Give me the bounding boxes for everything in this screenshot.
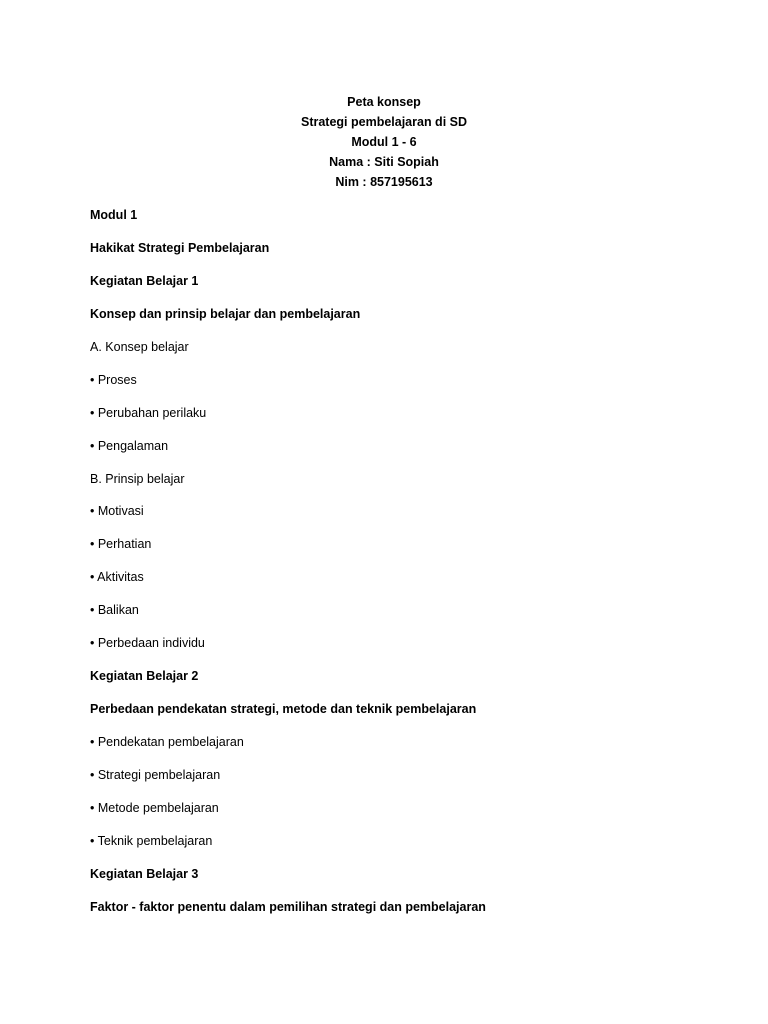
activity-heading: Kegiatan Belajar 2 (90, 669, 199, 684)
section-heading: A. Konsep belajar (90, 339, 189, 354)
bullet-item: • Strategi pembelajaran (90, 767, 221, 782)
document-header (0, 92, 768, 192)
document-body (90, 205, 710, 930)
bullet-item: • Pengalaman (90, 438, 169, 453)
activity-title: Konsep dan prinsip belajar dan pembelajaran (90, 306, 361, 321)
header-student-name: Nama : Siti Sopiah (329, 155, 439, 169)
bullet-item: • Perhatian (90, 537, 152, 552)
module-title: Hakikat Strategi Pembelajaran (90, 240, 270, 255)
bullet-item: • Teknik pembelajaran (90, 833, 213, 848)
activity-title: Faktor - faktor penentu dalam pemilihan strategi dan pembelajaran (90, 899, 486, 914)
header-title: Peta konsep (347, 95, 421, 109)
bullet-item: • Aktivitas (90, 570, 144, 585)
header-subject: Strategi pembelajaran di SD (300, 115, 468, 129)
bullet-item: • Perbedaan individu (90, 636, 205, 651)
bullet-item: • Proses (90, 372, 137, 387)
header-student-id: Nim : 857195613 (335, 175, 433, 189)
bullet-item: • Balikan (90, 603, 139, 618)
section-heading: B. Prinsip belajar (90, 471, 185, 486)
bullet-item: • Metode pembelajaran (90, 800, 219, 815)
module-heading: Modul 1 (90, 208, 138, 222)
activity-heading: Kegiatan Belajar 1 (90, 273, 199, 288)
activity-heading: Kegiatan Belajar 3 (90, 866, 199, 881)
header-module-range: Modul 1 - 6 (351, 135, 417, 149)
bullet-item: • Pendekatan pembelajaran (90, 735, 244, 749)
bullet-item: • Motivasi (90, 504, 144, 519)
bullet-item: • Perubahan perilaku (90, 405, 207, 420)
activity-title: Perbedaan pendekatan strategi, metode dan teknik pembelajaran (90, 702, 477, 717)
